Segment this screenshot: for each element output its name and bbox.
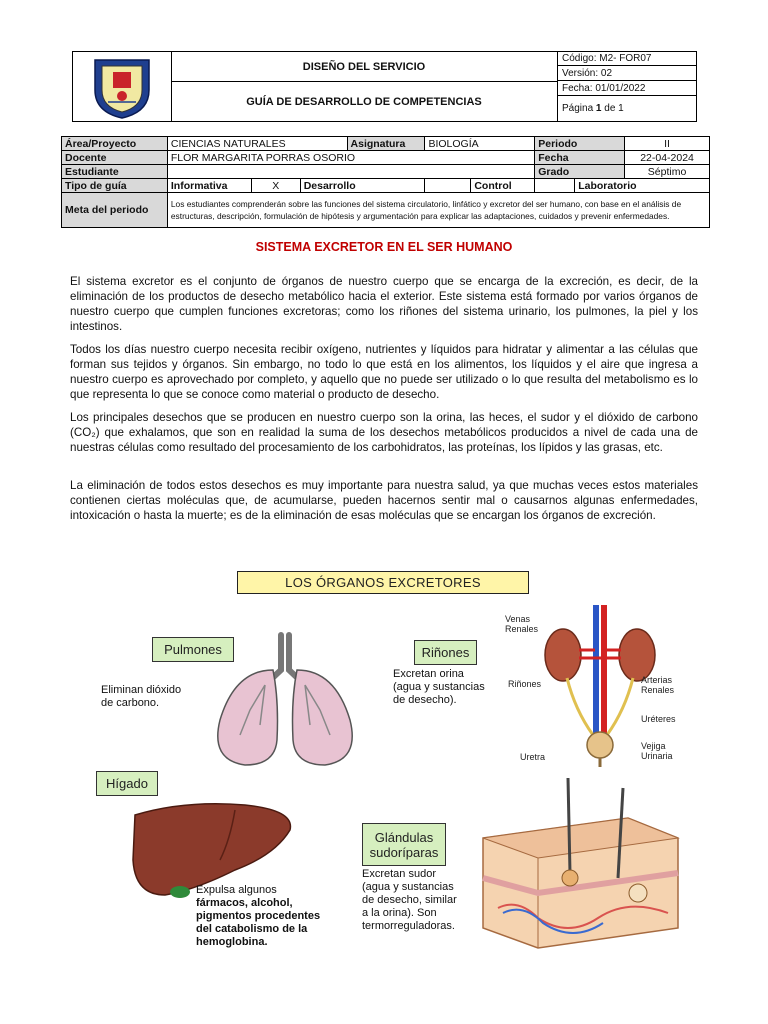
label-arterias: Arterias [641, 675, 673, 685]
sweat-note-line-1: Excretan sudor [362, 868, 436, 880]
liver-note-line-1: Expulsa algunos [196, 884, 277, 896]
page-prefix: Página [562, 103, 596, 114]
label-kidneys: Riñones [508, 679, 542, 689]
kidneys-note [393, 668, 485, 707]
doc-version: Versión: 02 [558, 67, 697, 81]
sweat-tag-line-1: Glándulas [374, 829, 434, 845]
paragraph-4: La eliminación de todos estos desechos es muy importante para nuestra salud, ya que muchas veces estos materiales contienen ciertas moléculas que, de acumularse, pueden hacernos sentir mal o causarnos algunas enfermedades, intoxicación o hasta la muerte; es de la eliminación de esas moléculas que se encargan los órganos de excreción. [70, 479, 698, 522]
liver-note-line-3: pigmentos procedentes [196, 910, 321, 922]
goal-label: Meta del periodo [62, 193, 168, 228]
kidneys-note-line-3: de desecho). [393, 694, 457, 706]
school-crest-logo [73, 52, 171, 121]
liver-note-line-5: hemoglobina. [196, 936, 268, 948]
guide-title: GUÍA DE DESARROLLO DE COMPETENCIAS [246, 95, 482, 108]
subject-value: BIOLOGÍA [425, 137, 535, 151]
doc-page [558, 97, 697, 121]
course-info-table [61, 136, 710, 228]
type-desarrollo-mark [425, 179, 471, 193]
type-informativa-mark: X [251, 179, 300, 193]
page-suffix: de 1 [601, 103, 624, 114]
skin-cross-section-illustration [478, 778, 683, 950]
date-value: 22-04-2024 [625, 151, 710, 165]
label-ureters: Uréteres [641, 714, 676, 724]
figure-title: LOS ÓRGANOS EXCRETORES [237, 571, 529, 594]
header-center [171, 52, 557, 121]
liver-note-line-2: fármacos, alcohol, [196, 897, 293, 909]
goal-text: Los estudiantes comprenderán sobre las funciones del sistema circulatorio, linfático y excretor del ser humano, con base en el análisis de estructuras, descripción, formulación de hipótesis y argumentación para explicar las adaptaciones, cuidados y prevenir enfermedades. [167, 193, 709, 228]
doc-code: Código: M2- FOR07 [558, 52, 697, 66]
sweat-glands-tag [362, 823, 446, 866]
paragraph-1: El sistema excretor es el conjunto de órganos de nuestro cuerpo que se encarga de la excreción, es decir, de la eliminación de los productos de desecho metabólico hacia el exterior. Este sistema está formado por varios órganos de nuestro cuerpo que cumplen funciones excretoras; como los riñones del sistema urinario, los pulmones, la piel y los intestinos. [70, 275, 698, 333]
lungs-note-line-2: de carbono. [101, 697, 160, 709]
lungs-tag: Pulmones [152, 637, 234, 662]
doc-date: Fecha: 01/01/2022 [558, 82, 697, 96]
sweat-note-line-4: a la orina). Son [362, 907, 437, 919]
area-value: CIENCIAS NATURALES [167, 137, 347, 151]
teacher-label: Docente [62, 151, 168, 165]
sweat-note-line-2: (agua y sustancias [362, 881, 454, 893]
period-value: II [625, 137, 710, 151]
header-meta [557, 52, 697, 121]
sweat-note-line-3: de desecho, similar [362, 894, 457, 906]
label-bladder [641, 741, 673, 761]
service-design-title: DISEÑO DEL SERVICIO [171, 52, 557, 82]
type-desarrollo: Desarrollo [300, 179, 425, 193]
lungs-note [101, 684, 181, 710]
sweat-glands-note [362, 868, 457, 933]
paragraph-2: Todos los días nuestro cuerpo necesita recibir oxígeno, nutrientes y líquidos para hidratar y alimentar a las células que forman sus tejidos y órganos. Sin embargo, no todo lo que está en los alimentos, los líquidos y el aire que ingresa a nuestro cuerpo es aprovechado por completo, y aquello que no puede ser utilizado o lo que resulta del metabolismo es lo que representa lo que se conoce como material o producto de desecho. [70, 343, 698, 401]
page-title: SISTEMA EXCRETOR EN EL SER HUMANO [255, 240, 513, 254]
page-number: 1 [595, 103, 602, 114]
paragraph-3: Los principales desechos que se producen en nuestro cuerpo son la orina, las heces, el sudor y el dióxido de carbono (CO₂) que exhalamos, que son en realidad la suma de los desechos metabólicos producidos a nivel de cada una de nuestras células como resultado del procesamiento de los carbohidratos, las proteínas, los lípidos y las grasas, etc. [70, 411, 698, 454]
kidneys-note-line-1: Excretan orina [393, 668, 464, 680]
grade-label: Grado [535, 165, 625, 179]
liver-tag: Hígado [96, 771, 158, 796]
label-urethra: Uretra [520, 752, 546, 762]
area-label: Área/Proyecto [62, 137, 168, 151]
type-control: Control [471, 179, 535, 193]
liver-note [196, 884, 320, 949]
guide-type-label: Tipo de guía [62, 179, 168, 193]
type-laboratorio: Laboratorio [575, 179, 710, 193]
student-label: Estudiante [62, 165, 168, 179]
date-label: Fecha [535, 151, 625, 165]
subject-label: Asignatura [347, 137, 425, 151]
type-control-mark [535, 179, 575, 193]
period-label: Periodo [535, 137, 625, 151]
label-arterias-renales: Renales [641, 685, 675, 695]
label-urinaria: Urinaria [641, 751, 673, 761]
kidneys-tag: Riñones [414, 640, 477, 665]
label-venas-renales: Renales [505, 624, 539, 634]
document-header [72, 51, 697, 122]
type-informativa: Informativa [167, 179, 251, 193]
label-renal-veins [505, 614, 538, 634]
sweat-tag-line-2: sudoríparas [369, 844, 439, 860]
grade-value: Séptimo [625, 165, 710, 179]
lungs-note-line-1: Eliminan dióxido [101, 684, 182, 696]
kidneys-note-line-2: (agua y sustancias [393, 681, 485, 693]
sweat-note-line-5: termorreguladoras. [362, 920, 455, 932]
teacher-value: FLOR MARGARITA PORRAS OSORIO [167, 151, 534, 165]
lungs-illustration [205, 630, 365, 770]
label-venas: Venas [505, 614, 531, 624]
label-vejiga: Vejiga [641, 741, 666, 751]
liver-note-line-4: del catabolismo de la [196, 923, 308, 935]
label-renal-arteries [641, 675, 674, 695]
student-value[interactable] [167, 165, 534, 179]
school-logo-cell [73, 52, 172, 121]
